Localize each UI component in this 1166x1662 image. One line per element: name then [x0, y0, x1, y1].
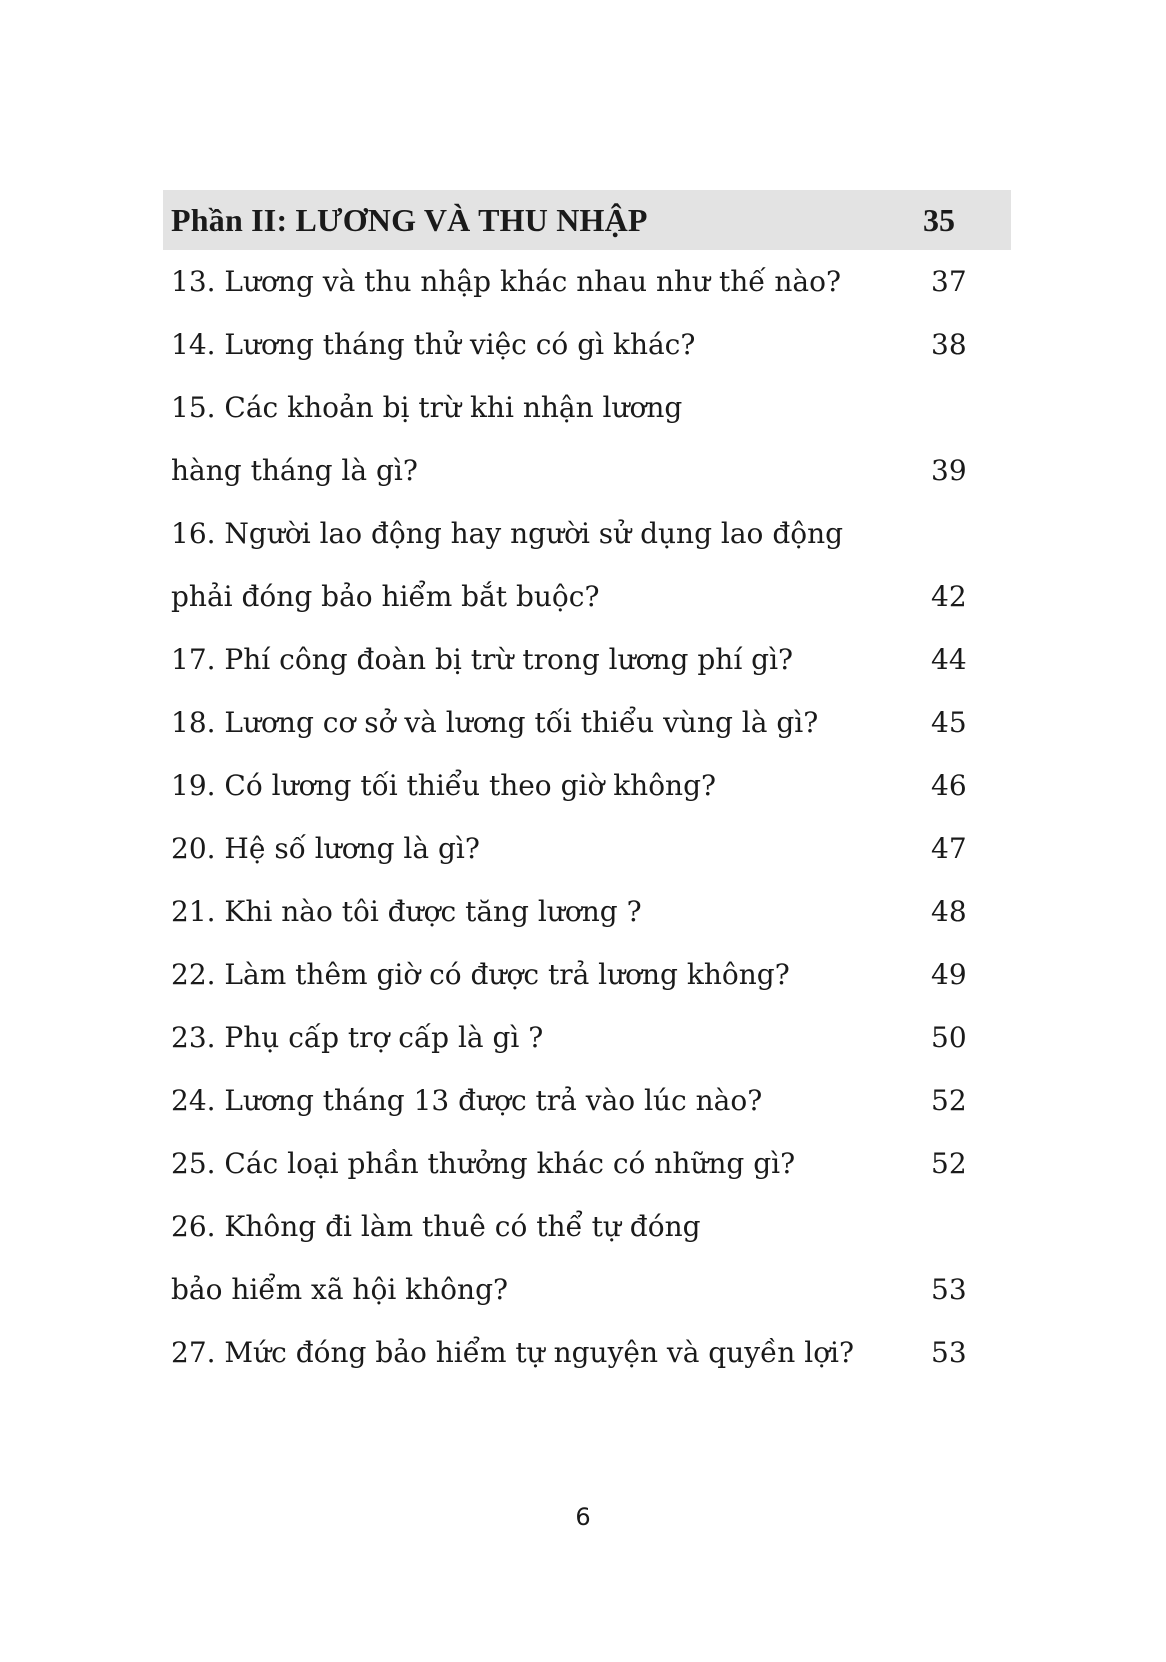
page-number: 6 [575, 1503, 591, 1531]
toc-entry-title-line: phải đóng bảo hiểm bắt buộc? [171, 580, 600, 613]
toc-entry [171, 1195, 1011, 1321]
toc-entry [171, 1321, 1011, 1384]
section-page-number: 35 [923, 201, 955, 238]
toc-entry-title-line: 25. Các loại phần thưởng khác có những gì? [171, 1147, 796, 1180]
toc-entry [171, 754, 1011, 817]
toc-entry-title-line: 16. Người lao động hay người sử dụng lao động [171, 517, 844, 550]
toc-entry [171, 1132, 1011, 1195]
toc-entry-title-line: 22. Làm thêm giờ có được trả lương không? [171, 958, 790, 991]
toc-entry [171, 628, 1011, 691]
toc-entry [171, 1069, 1011, 1132]
toc-entry-title-line: 14. Lương tháng thử việc có gì khác? [171, 328, 696, 361]
toc-entry-page-number: 48 [931, 895, 967, 928]
toc-entry-title-line: 23. Phụ cấp trợ cấp là gì ? [171, 1021, 544, 1054]
toc-entry-title-line: hàng tháng là gì? [171, 454, 418, 487]
toc-entry-page-number: 53 [931, 1273, 967, 1306]
toc-entry-title-line: 26. Không đi làm thuê có thể tự đóng [171, 1210, 701, 1243]
toc-entry-page-number: 39 [931, 454, 967, 487]
toc-entry-title-line: 13. Lương và thu nhập khác nhau như thế nào? [171, 265, 841, 298]
toc-entry-page-number: 47 [931, 832, 967, 865]
toc-entry-page-number: 49 [931, 958, 967, 991]
toc-entry-page-number: 45 [931, 706, 967, 739]
toc-entry-title-line: 27. Mức đóng bảo hiểm tự nguyện và quyền lợi? [171, 1336, 855, 1369]
section-title: Phần II: LƯƠNG VÀ THU NHẬP [171, 201, 648, 238]
toc-entry-page-number: 44 [931, 643, 967, 676]
toc-entry-title-line: bảo hiểm xã hội không? [171, 1273, 508, 1306]
toc-entry [171, 313, 1011, 376]
toc-entry-page-number: 52 [931, 1084, 967, 1117]
toc-entry [171, 817, 1011, 880]
toc-entry-page-number: 53 [931, 1336, 967, 1369]
toc-entry [171, 376, 1011, 502]
toc-entry-title-line: 20. Hệ số lương là gì? [171, 832, 480, 865]
toc-entry [171, 691, 1011, 754]
toc-entry [171, 943, 1011, 1006]
toc-entry-title-line: 21. Khi nào tôi được tăng lương ? [171, 895, 642, 928]
toc-entry-page-number: 38 [931, 328, 967, 361]
section-header [163, 190, 1011, 250]
toc-entry [171, 250, 1011, 313]
toc-entry [171, 1006, 1011, 1069]
toc-entry-title-line: 17. Phí công đoàn bị trừ trong lương phí gì? [171, 643, 794, 676]
toc-entry-title-line: 19. Có lương tối thiểu theo giờ không? [171, 769, 717, 802]
toc-entry-title-line: 24. Lương tháng 13 được trả vào lúc nào? [171, 1084, 763, 1117]
toc-entry-title-line: 18. Lương cơ sở và lương tối thiểu vùng là gì? [171, 706, 819, 739]
toc-entry-title-line: 15. Các khoản bị trừ khi nhận lương [171, 391, 683, 424]
toc-entry-list [171, 250, 1011, 1384]
toc-entry [171, 502, 1011, 628]
toc-entry-page-number: 50 [931, 1021, 967, 1054]
toc-entry [171, 880, 1011, 943]
toc-entry-page-number: 37 [931, 265, 967, 298]
toc-entry-page-number: 46 [931, 769, 967, 802]
toc-entry-page-number: 42 [931, 580, 967, 613]
table-of-contents [171, 190, 1011, 1384]
toc-entry-page-number: 52 [931, 1147, 967, 1180]
